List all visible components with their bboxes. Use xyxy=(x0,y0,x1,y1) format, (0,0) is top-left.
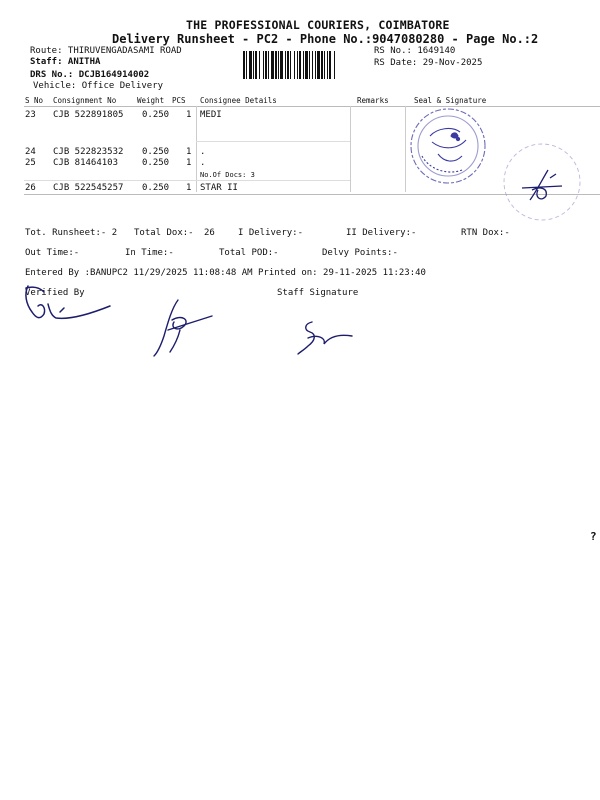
row-pcs: 1 xyxy=(186,183,192,193)
out-time: Out Time:- xyxy=(25,248,80,258)
staff-signature xyxy=(296,318,356,358)
total-pod: Total POD:- xyxy=(219,248,279,258)
col-weight: Weight xyxy=(137,96,165,105)
verifier-signature xyxy=(20,282,116,326)
row-pcs: 1 xyxy=(186,110,192,120)
col-consignment: Consignment No xyxy=(53,96,117,105)
barcode-bar xyxy=(278,51,279,79)
row-weight: 0.250 xyxy=(142,110,170,120)
barcode-bar xyxy=(290,51,291,79)
stray-mark: ? xyxy=(590,530,597,543)
first-delivery: I Delivery:- xyxy=(238,228,304,238)
total-dox-label: Total Dox:- xyxy=(134,228,194,238)
rs-date: RS Date: 29-Nov-2025 xyxy=(374,58,483,68)
col-sno: S No xyxy=(25,96,44,105)
barcode-bar xyxy=(268,51,269,79)
total-dox-value: 26 xyxy=(204,228,215,238)
barcode-bar xyxy=(265,51,267,79)
row-weight: 0.250 xyxy=(142,158,170,168)
barcode-bar xyxy=(305,51,308,79)
company-title: THE PROFESSIONAL COURIERS, COIMBATORE xyxy=(186,18,450,32)
entered-by: Entered By :BANUPC2 11/29/2025 11:08:48 AM xyxy=(25,268,253,278)
rs-number: RS No.: 1649140 xyxy=(374,46,456,56)
barcode-bar xyxy=(299,51,301,79)
barcode-bar xyxy=(271,51,274,79)
barcode-bar xyxy=(297,51,298,79)
barcode-bar xyxy=(285,51,286,79)
verifier-second-signature xyxy=(150,296,220,360)
row-sno: 24 xyxy=(25,147,36,157)
route-text: Route: THIRUVENGADASAMI ROAD xyxy=(30,46,182,56)
barcode-bar xyxy=(249,51,252,79)
company-seal-stamp xyxy=(402,106,494,186)
barcode-bar xyxy=(312,51,313,79)
barcode-bar xyxy=(280,51,283,79)
row-sno: 25 xyxy=(25,158,36,168)
barcode-bar xyxy=(294,51,295,79)
printed-on: Printed on: 29-11-2025 11:23:40 xyxy=(258,268,426,278)
drs-number: DRS No.: DCJB164914002 xyxy=(30,70,150,80)
total-runsheet: Tot. Runsheet:- 2 xyxy=(25,228,118,238)
barcode-bar xyxy=(317,51,320,79)
row-sno: 23 xyxy=(25,110,36,120)
row-weight: 0.250 xyxy=(142,183,170,193)
barcode-bar xyxy=(287,51,289,79)
row-weight: 0.250 xyxy=(142,147,170,157)
barcode-bar xyxy=(303,51,304,79)
barcode-bar xyxy=(321,51,323,79)
barcode-bar xyxy=(324,51,325,79)
row-pcs: 1 xyxy=(186,158,192,168)
row-consignment: CJB 522891805 xyxy=(53,110,124,120)
col-pcs: PCS xyxy=(172,96,186,105)
row-divider xyxy=(24,180,350,181)
barcode-bar xyxy=(315,51,316,79)
delivery-points: Delvy Points:- xyxy=(322,248,398,258)
staff-signature-label: Staff Signature xyxy=(277,288,359,298)
barcode-bar xyxy=(329,51,331,79)
barcode-bar xyxy=(253,51,254,79)
row-divider xyxy=(196,141,350,142)
barcode-bar xyxy=(275,51,277,79)
return-dox: RTN Dox:- xyxy=(461,228,510,238)
vehicle-text: Vehicle: Office Delivery xyxy=(33,81,164,91)
barcode-bar xyxy=(263,51,264,79)
col-consignee: Consignee Details xyxy=(200,96,277,105)
row-consignee: . xyxy=(200,147,206,157)
row-consignment: CJB 522823532 xyxy=(53,147,124,157)
barcode xyxy=(243,51,371,79)
barcode-bar xyxy=(334,51,335,79)
header-divider xyxy=(24,106,600,107)
row-consignee: STAR II xyxy=(200,183,238,193)
row-consignment: CJB 522545257 xyxy=(53,183,124,193)
barcode-bar xyxy=(309,51,310,79)
row-consignee: MEDI xyxy=(200,110,222,120)
barcode-bar xyxy=(243,51,245,79)
row-consignment: CJB 81464103 xyxy=(53,158,119,168)
col-seal-signature: Seal & Signature xyxy=(414,96,487,105)
second-delivery: II Delivery:- xyxy=(346,228,417,238)
barcode-bar xyxy=(327,51,328,79)
barcode-bar xyxy=(255,51,257,79)
row-sno: 26 xyxy=(25,183,36,193)
row-doc-count: No.Of Docs: 3 xyxy=(200,171,255,179)
row-pcs: 1 xyxy=(186,147,192,157)
barcode-bar xyxy=(246,51,247,79)
in-time: In Time:- xyxy=(125,248,174,258)
staff-text: Staff: ANITHA xyxy=(30,57,101,67)
column-divider xyxy=(350,106,351,192)
row-consignee: . xyxy=(200,158,206,168)
faint-round-stamp xyxy=(492,140,588,224)
verified-by-label: Verified By xyxy=(25,288,85,298)
col-remarks: Remarks xyxy=(357,96,389,105)
barcode-bar xyxy=(259,51,260,79)
runsheet-title: Delivery Runsheet - PC2 - Phone No.:9047080280 - Page No.:2 xyxy=(112,32,539,46)
